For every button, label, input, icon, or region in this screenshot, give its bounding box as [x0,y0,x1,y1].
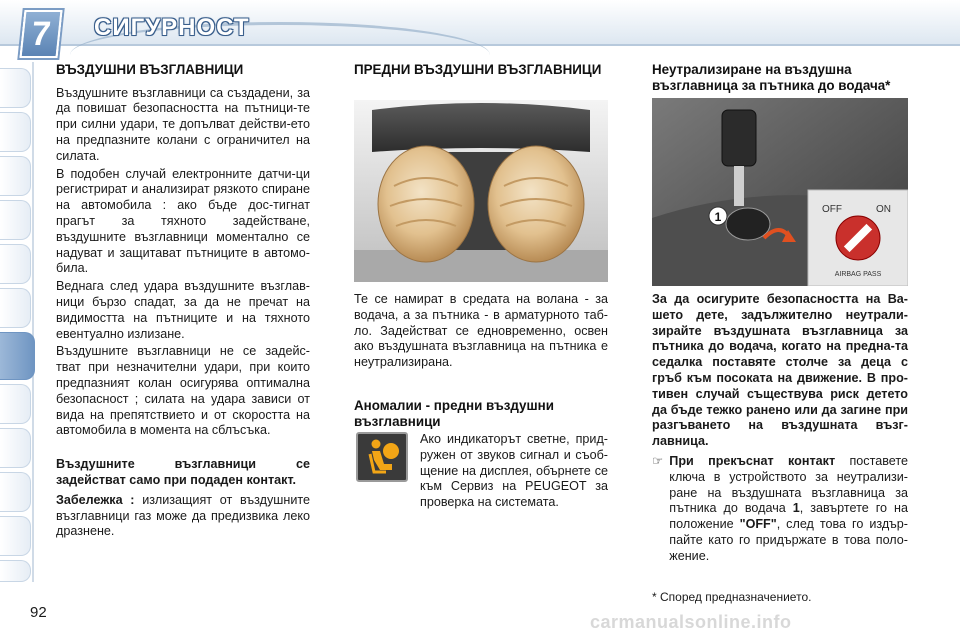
front-airbags-illustration [354,100,608,282]
front-airbags-text [354,292,608,373]
chapter-tab-2[interactable] [0,112,31,152]
inset-caption: AIRBAG PASS [834,271,882,278]
chapter-tab-9[interactable] [0,428,31,468]
instruction-text [669,454,908,565]
ignition-note: Въздушните възглавници се задействат само при подаден контакт. [56,457,310,487]
middle-column [354,62,608,78]
right-column [652,62,908,93]
remark-paragraph [56,493,310,540]
pointing-hand-icon: ☞ [652,453,664,468]
anomaly-section [354,398,608,429]
chapter-tab-10[interactable] [0,472,31,512]
instruction-bold: При прекъснат контакт [669,453,836,468]
paragraph: Веднага след удара въздушните възглав-ници бързо спадат, за да не пречат на видимостта на пътниците и на тяхното евентуално излизане. [56,279,310,341]
callout-number-1: 1 [714,210,722,224]
instruction-part-3: , след това го издър-пайте като го придържате в това поло-жение. [669,517,908,563]
chapter-tab-12[interactable] [0,560,31,582]
inset-on-label: ON [876,204,891,215]
airbag-key-switch-photo [652,98,908,286]
anomaly-paragraph: Ако индикаторът светне, прид-ружен от звуков сигнал и съоб-щение на дисплея, обърнете се към Сервиз на PEUGEOT за проверка на системата. [420,432,608,510]
airbag-warning-icon [356,432,408,482]
paragraph: В подобен случай електронните датчи-ци регистрират и анализират рязкото спиране на автомобила : ако бъде дос-тигнат прагът за тяхното задействане, въздушните възглавници моментално се надуват и защитават пътниците в автомо-била. [56,166,310,276]
footnote: * Според предназначението. [652,590,812,604]
chapter-tab-3[interactable] [0,156,31,196]
chapter-tab-4[interactable] [0,200,31,240]
left-column [56,62,310,542]
anomaly-text-block [420,432,608,513]
remark-label: Забележка : [56,492,135,507]
remark-text: излизащият от въздушните възглавници газ може да предизвика леко дразнене. [56,492,310,539]
chapter-tab-11[interactable] [0,516,31,556]
chapter-tab-6[interactable] [0,288,31,328]
neutralization-text [652,292,908,567]
chapter-tab-7-active[interactable] [0,332,35,380]
chapter-tab-5[interactable] [0,244,31,284]
instruction-part-1: поставете ключа в устройството за неутрализи-ране на въздушната възглавница за пътника до водача [669,453,909,516]
chapter-number-badge: 7 [19,10,62,58]
front-airbags-paragraph: Те се намират в средата на волана - за водача, а за пътника - в арматурното таб-ло. Задействат се едновременно, освен ако въздушната възглавница на пътника е неутрализирана. [354,292,608,370]
paragraph: Въздушните възглавници не се задейс-тват при незначителни удари, при които предпазният колан осигурява оптимална безопасност ; силата на удара зависи от вида на препятствието и от скоростта на автомобила в момента на сблъсъка. [56,344,310,438]
chapter-tabs [0,62,34,582]
section-title-airbags: ВЪЗДУШНИ ВЪЗГЛАВНИЦИ [56,62,244,77]
watermark: carmanualsonline.info [590,612,792,632]
section-title-anomaly: Аномалии - предни въздушни възглавници [354,398,554,429]
airbag-seated-person-icon [358,434,406,480]
chapter-tab-1[interactable] [0,68,31,108]
section-title-front-airbags: ПРЕДНИ ВЪЗДУШНИ ВЪЗГЛАВНИЦИ [354,62,602,77]
paragraph: Въздушните възглавници са създадени, за да повишат безопасността на пътници-те при силни удари, те допълват действи-ето на предпазните колани с ограничител на силата. [56,85,310,163]
section-title-neutralization: Неутрализиране на въздушна възглавница за пътника до водача* [652,62,891,93]
instruction-part-2: , завъртете го на положение [669,501,908,532]
instruction-off: "OFF" [739,517,777,532]
child-seat-warning: За да осигурите безопасността на Ва-шето дете, задължително неутрали-зирайте въздушната възглавница за пътника до водача, когато на предна-та седалка поставяте столче за деца с гръб към посоката на движение. В про-тивен случай съществува риск детето да бъде тежко ранено или да загине при разгъването на въздушната възг-лавница. [652,292,908,449]
instruction-bullet [652,454,908,567]
page-number: 92 [30,604,47,621]
chapter-tab-8[interactable] [0,384,31,424]
chapter-title: СИГУРНОСТ [94,14,250,41]
instruction-number: 1 [792,501,800,516]
inset-off-label: OFF [822,204,842,215]
front-airbags-photo [354,100,608,282]
page-header [0,0,960,60]
key-switch-illustration [652,98,908,286]
